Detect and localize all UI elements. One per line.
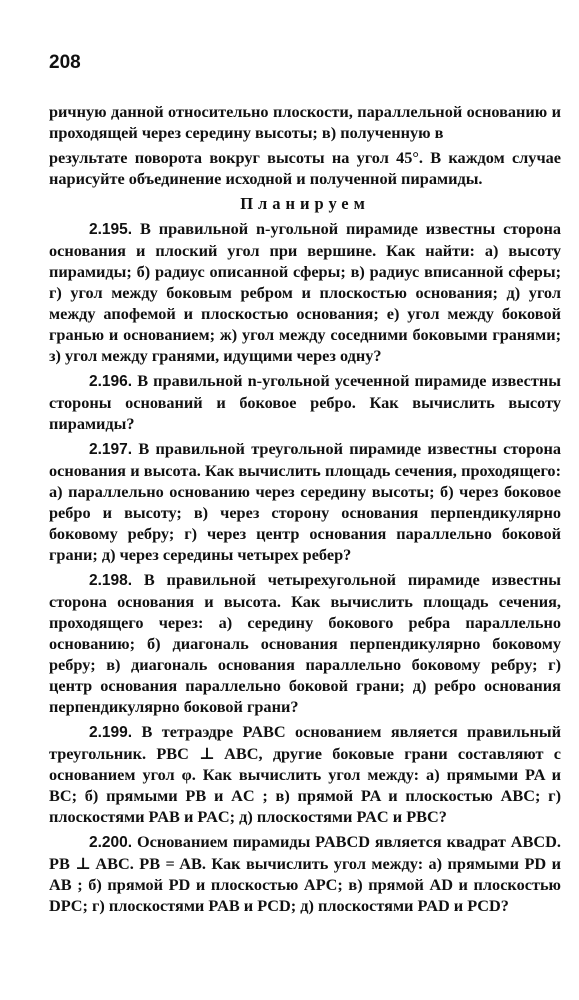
problem-number: 2.200. — [89, 834, 133, 851]
problem-text: В тетраэдре PABC основанием является правильный треугольник. PBC ⊥ ABC, другие боковые грани составляют с основанием угол φ. Как вычислить угол между: а) прямыми PA и BC; б) прямыми PB и AC ; в) прямой PA и плоскостью ABC; г) плоскостями PAB и PAC; д) плоскостями PAC и PBC? — [49, 722, 561, 826]
intro-paragraph-continued: результате поворота вокруг высоты на угол 45°. В каждом случае нарисуйте объединение исходной и полученной пирамиды. — [49, 148, 561, 188]
page-text — [49, 101, 561, 916]
problem-text: В правильной треугольной пирамиде известны сторона основания и высота. Как вычислить площадь сечения, проходящего: а) параллельно основанию через середину высоты; б) через боковое ребро и высоту; в) через сторону основания перпендикулярно боковому ребру; г) через центр основания параллельно боковой грани; д) через середины четырех ребер? — [49, 439, 561, 564]
problem-text: В правильной n-угольной пирамиде известны сторона основания и плоский угол при вершине. Как найти: а) высоту пирамиды; б) радиус описанной сферы; в) радиус вписанной сферы; г) угол между боковым ребром и плоскостью основания; д) угол между апофемой и плоскостью основания; е) угол между боковой гранью и основанием; ж) угол между соседними боковыми гранями; з) угол между гранями, идущими через одну? — [49, 219, 561, 365]
page-number: 208 — [49, 52, 81, 73]
problem-2-197 — [49, 438, 561, 565]
problem-2-198 — [49, 569, 561, 717]
problem-2-195 — [49, 218, 561, 366]
problem-text: В правильной n-угольной усеченной пирамиде известны стороны оснований и боковое ребро. Как вычислить высоту пирамиды? — [49, 371, 561, 433]
problem-number: 2.198. — [89, 572, 133, 589]
problem-number: 2.196. — [89, 373, 133, 390]
problem-number: 2.195. — [89, 221, 133, 238]
problem-text: В правильной четырехугольной пирамиде известны сторона основания и высота. Как вычислить площадь сечения, проходящего через: а) середину бокового ребра параллельно основанию; б) диагональ основания перпендикулярно боковому ребру; в) диагональ основания параллельно боковому ребру; г) центр основания параллельно боковой грани; д) ребро основания перпендикулярно боковой грани? — [49, 570, 561, 716]
problem-2-196 — [49, 370, 561, 434]
problem-text: Основанием пирамиды PABCD является квадрат ABCD. PB ⊥ ABC. PB = AB. Как вычислить угол между: а) прямыми PD и AB ; б) прямой PD и плоскостью APC; в) прямой AD и плоскостью DPC; г) плоскостями PAB и PCD; д) плоскостями PAD и PCD? — [49, 832, 561, 915]
problem-number: 2.197. — [89, 441, 133, 458]
problem-2-199 — [49, 721, 561, 827]
problem-number: 2.199. — [89, 724, 133, 741]
intro-paragraph: ричную данной относительно плоскости, параллельной основанию и проходящей через середину высоты; в) полученную в — [49, 102, 561, 142]
problem-2-200 — [49, 831, 561, 916]
section-title: Планируем — [240, 194, 370, 213]
